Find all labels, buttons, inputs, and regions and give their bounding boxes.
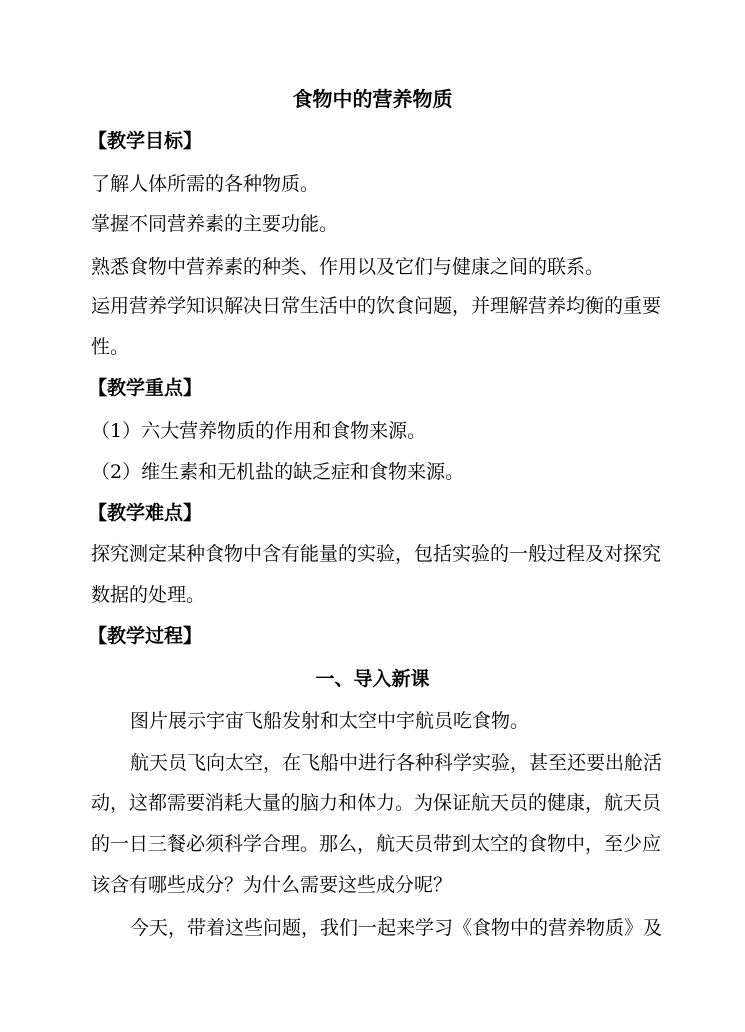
body-line: 今天，带着这些问题，我们一起来学习《食物中的营养物质》及 <box>130 917 663 939</box>
body-line: 航天员飞向太空，在飞船中进行各种科学实验，甚至还要出舱活 <box>130 752 663 774</box>
goal-line: 运用营养学知识解决日常生活中的饮食问题，并理解营养均衡的重要 <box>91 295 662 317</box>
part1-heading: 一、导入新课 <box>315 668 430 690</box>
body-line: 该含有哪些成分？为什么需要这些成分呢？ <box>91 874 453 896</box>
body-line: 的一日三餐必须科学合理。那么，航天员带到太空的食物中，至少应 <box>91 833 662 855</box>
body-line: 动，这都需要消耗大量的脑力和体力。为保证航天员的健康，航天员 <box>91 792 662 814</box>
goal-line: 熟悉食物中营养素的种类、作用以及它们与健康之间的联系。 <box>91 256 605 278</box>
goal-line: 了解人体所需的各种物质。 <box>91 173 320 195</box>
difficulty-heading: 【教学难点】 <box>88 502 203 524</box>
key-point-line: （1）六大营养物质的作用和食物来源。 <box>91 420 427 442</box>
process-heading: 【教学过程】 <box>88 625 203 647</box>
difficulty-line: 探究测定某种食物中含有能量的实验，包括实验的一般过程及对探究 <box>91 543 662 565</box>
body-line: 图片展示宇宙飞船发射和太空中宇航员吃食物。 <box>130 710 530 732</box>
goal-line: 性。 <box>91 336 130 358</box>
difficulty-line: 数据的处理。 <box>91 584 206 606</box>
goals-heading: 【教学目标】 <box>88 130 203 152</box>
goal-line: 掌握不同营养素的主要功能。 <box>91 213 339 235</box>
key-point-line: （2）维生素和无机盐的缺乏症和食物来源。 <box>91 461 465 483</box>
page-title: 食物中的营养物质 <box>292 87 453 111</box>
key-points-heading: 【教学重点】 <box>88 377 203 399</box>
